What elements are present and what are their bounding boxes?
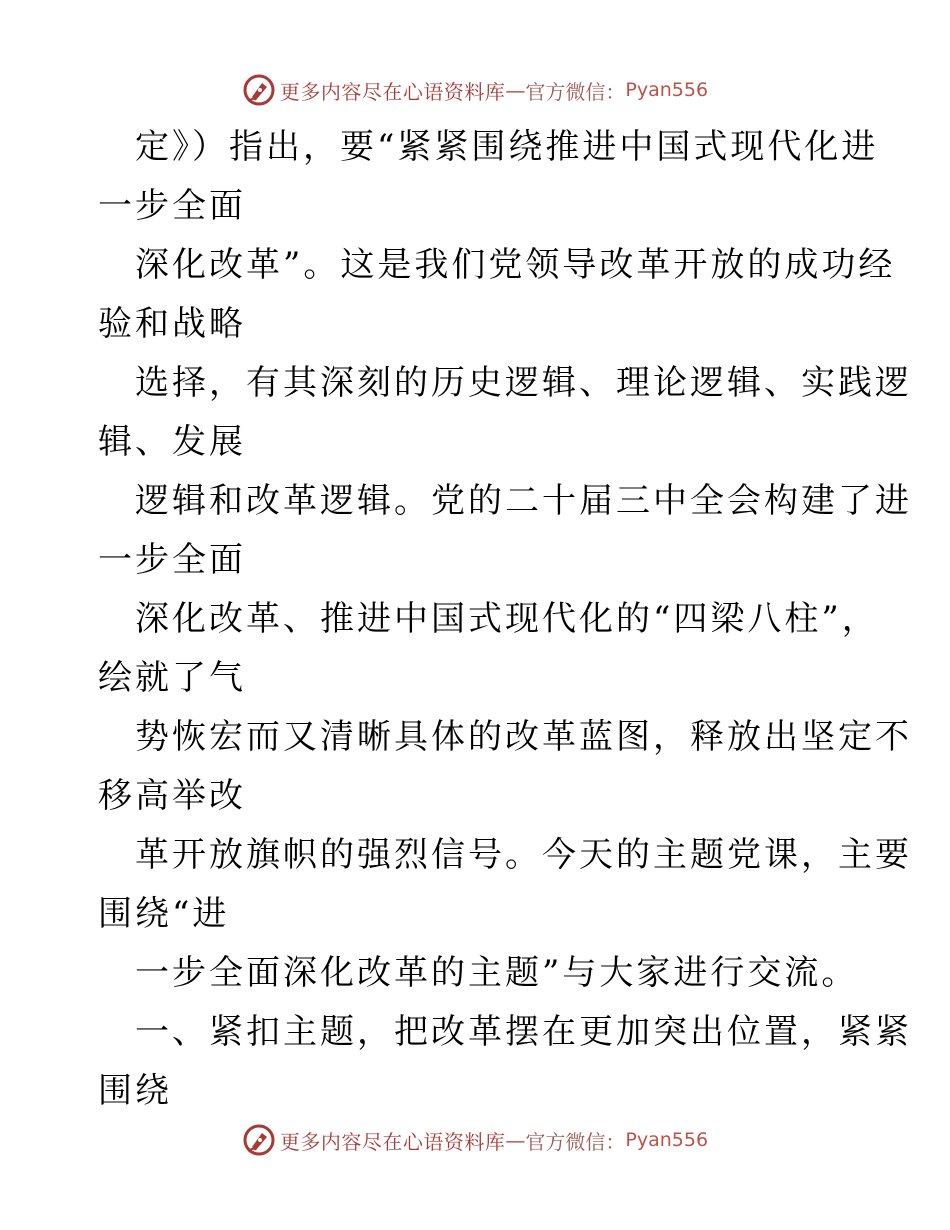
text-line: 深化改革”。这是我们党领导改革开放的成功经 [135, 245, 896, 285]
text-line: 辑、发展 [98, 422, 246, 462]
header-site-text: 更多内容尽在心语资料库 [279, 79, 506, 104]
text-line: 一、紧扣主题，把改革摆在更加突出位置，紧紧 [135, 1012, 912, 1052]
pen-nib-circle-icon [242, 73, 276, 107]
footer-wechat-label: 官方微信： [525, 1129, 626, 1154]
footer-wechat-id: Pyan556 [625, 1129, 709, 1151]
text-line: 围绕 [98, 1071, 172, 1111]
text-line: 一步全面 [98, 186, 246, 226]
text-line: 围绕“进 [98, 894, 230, 934]
text-line: 势恢宏而又清晰具体的改革蓝图，释放出坚定不 [135, 717, 912, 757]
text-line: 移高举改 [98, 776, 246, 816]
text-line: 定》）指出，要“紧紧围绕推进中国式现代化进 [135, 127, 879, 167]
text-line: 绘就了气 [98, 658, 246, 698]
text-line: 深化改革、推进中国式现代化的“四梁八柱”， [135, 599, 879, 639]
footer-site-text: 更多内容尽在心语资料库 [279, 1129, 506, 1154]
text-line: 一步全面 [98, 540, 246, 580]
footer-watermark-banner [0, 1120, 950, 1160]
header-separator: — [505, 78, 526, 102]
text-line: 一步全面深化改革的主题”与大家进行交流。 [135, 953, 859, 993]
header-wechat-id: Pyan556 [625, 79, 709, 101]
text-line: 革开放旗帜的强烈信号。今天的主题党课，主要 [135, 835, 912, 875]
pen-nib-circle-icon [242, 1123, 276, 1157]
header-watermark-banner [0, 70, 950, 110]
text-line: 验和战略 [98, 304, 246, 344]
text-line: 选择，有其深刻的历史逻辑、理论逻辑、实践逻 [135, 363, 912, 403]
body-text [98, 118, 912, 1121]
text-line: 逻辑和改革逻辑。党的二十届三中全会构建了进 [135, 481, 912, 521]
footer-separator: — [505, 1128, 526, 1152]
header-wechat-label: 官方微信： [525, 79, 626, 104]
